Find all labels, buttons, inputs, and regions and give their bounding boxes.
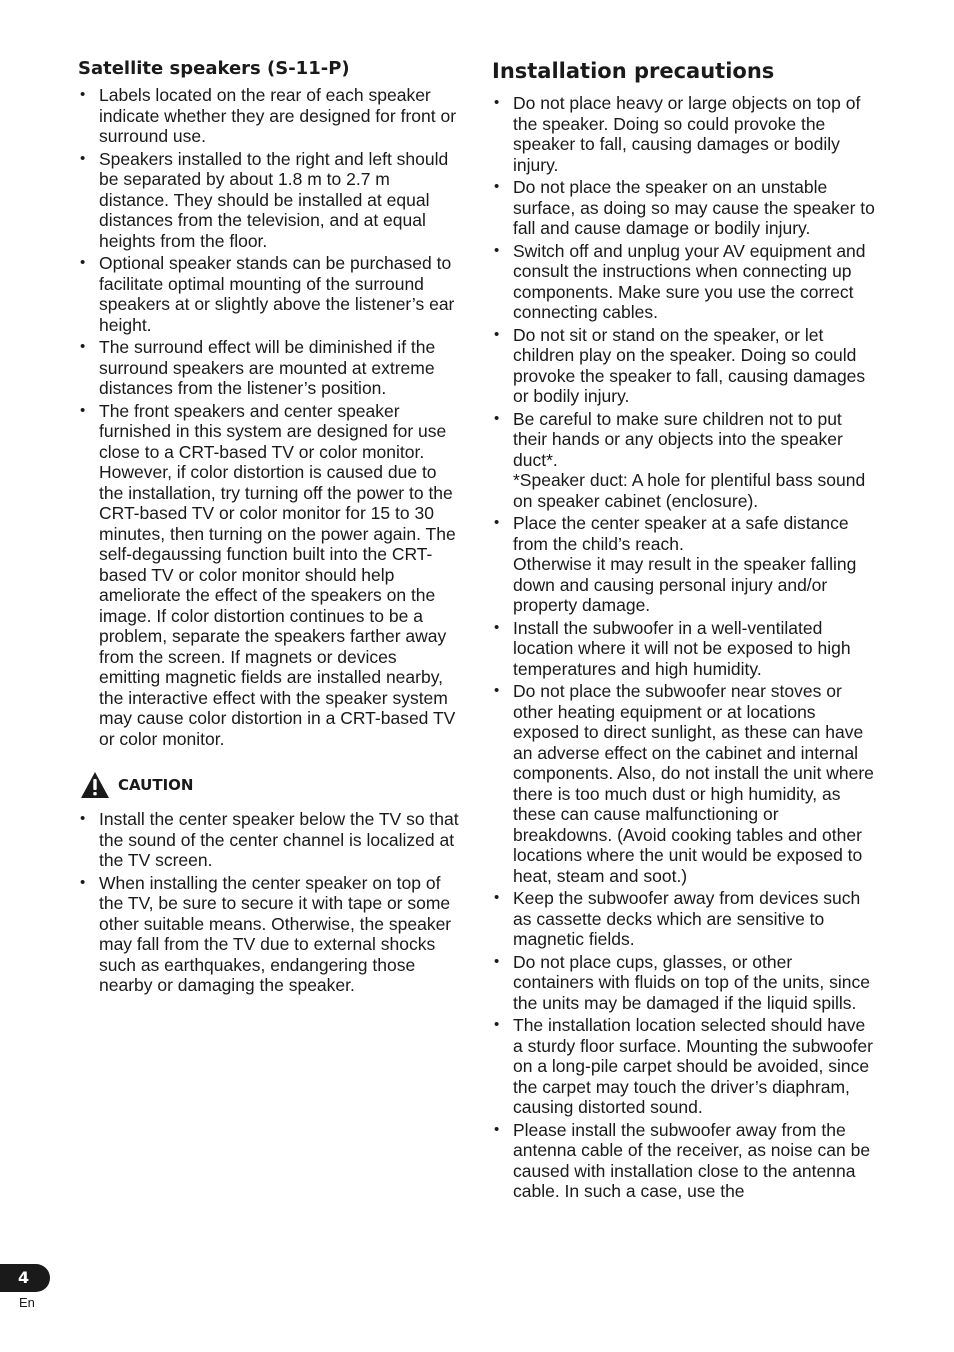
list-item-text: Labels located on the rear of each speaker indicate whether they are designed for front or surround use. — [99, 85, 457, 146]
list-item-text: Do not place heavy or large objects on top of the speaker. Doing so could provoke the speaker to fall, causing damages or bodily injury. — [513, 93, 861, 175]
list-item — [78, 253, 460, 335]
bullet-icon: • — [494, 241, 500, 259]
caution-header — [80, 771, 460, 799]
bullet-icon: • — [494, 1016, 500, 1033]
bullet-icon: • — [494, 94, 500, 111]
bullet-icon: • — [494, 178, 500, 195]
list-item — [492, 325, 876, 407]
list-item-text: Do not place the speaker on an unstable surface, as doing so may cause the speaker to fall and cause damage or bodily injury. — [513, 177, 875, 238]
caution-list — [78, 809, 460, 996]
list-item-text: Switch off and unplug your AV equipment and consult the instructions when connecting up components. Make sure you use the correct connecting cables. — [513, 240, 866, 322]
list-item — [492, 888, 876, 950]
list-item-text: Install the center speaker below the TV so that the sound of the center channel is localized at the TV screen. — [99, 809, 459, 870]
list-item — [492, 93, 876, 175]
list-item — [492, 952, 876, 1014]
bullet-icon: • — [80, 810, 86, 827]
list-item — [492, 177, 876, 239]
list-item-text: Do not place the subwoofer near stoves or other heating equipment or at locations exposed to direct sunlight, as these can have an adverse effect on the cabinet and internal components. Also, do not install the unit where there is too much dust or high humidity, as these can cause malfunctioning or breakdowns. (Avoid cooking tables and other locations where the unit would be exposed to heat, steam and soot.) — [513, 681, 874, 886]
bullet-icon: • — [494, 682, 500, 699]
list-item-text: Do not sit or stand on the speaker, or let children play on the speaker. Doing so could provoke the speaker to fall, causing damages or bodily injury. — [513, 324, 866, 406]
list-item — [492, 1015, 876, 1118]
list-item — [492, 409, 876, 512]
bullet-icon: • — [494, 1120, 500, 1138]
list-item-text: Install the subwoofer in a well-ventilated location where it will not be exposed to high temperatures and high humidity. — [513, 617, 851, 679]
list-item-text: Be careful to make sure children not to put their hands or any objects into the speaker duct*. *Speaker duct: A hole for plentiful bass sound on speaker cabinet (enclosure). — [513, 408, 866, 511]
list-item — [78, 809, 460, 871]
installation-precautions-list — [492, 93, 876, 1202]
bullet-icon: • — [494, 325, 500, 343]
list-item-text: The installation location selected should have a sturdy floor surface. Mounting the subwoofer on a long-pile carpet should be avoided, since the carpet may touch the driver’s diaphram, causing distorted sound. — [513, 1015, 873, 1117]
bullet-icon: • — [494, 409, 500, 427]
bullet-icon: • — [494, 889, 500, 906]
language-code: En — [19, 1295, 35, 1310]
satellite-speakers-heading: Satellite speakers (S-11-P) — [78, 58, 350, 79]
bullet-icon: • — [80, 149, 86, 167]
list-item — [78, 337, 460, 399]
satellite-speakers-list — [78, 85, 460, 749]
list-item — [78, 401, 460, 750]
page-number-tab — [0, 1264, 50, 1292]
bullet-icon: • — [494, 514, 500, 531]
list-item-text: Place the center speaker at a safe distance from the child’s reach. Otherwise it may result in the speaker falling down and causing personal injury and/or property damage. — [513, 513, 857, 615]
list-item-text: When installing the center speaker on top of the TV, be sure to secure it with tape or some other suitable means. Otherwise, the speaker may fall from the TV due to external shocks such as earthquakes, endangering those nearby or damaging the speaker. — [99, 872, 452, 995]
bullet-icon: • — [80, 338, 86, 355]
list-item-text: Optional speaker stands can be purchased to facilitate optimal mounting of the surround speakers at or slightly above the listener’s ear height. — [99, 253, 455, 335]
bullet-icon: • — [494, 618, 500, 636]
bullet-icon: • — [494, 952, 500, 970]
list-item — [78, 85, 460, 147]
bullet-icon: • — [80, 401, 86, 419]
bullet-icon: • — [80, 254, 86, 271]
page-number: 4 — [18, 1268, 30, 1287]
list-item-text: The surround effect will be diminished if the surround speakers are mounted at extreme distances from the listener’s position. — [99, 337, 436, 398]
list-item — [492, 513, 876, 616]
installation-precautions-heading: Installation precautions — [492, 59, 775, 83]
left-column — [78, 56, 460, 998]
caution-label: CAUTION — [118, 776, 194, 794]
list-item-text: Keep the subwoofer away from devices such as cassette decks which are sensitive to magnetic fields. — [513, 888, 861, 949]
bullet-icon: • — [80, 873, 86, 891]
warning-triangle-icon — [80, 771, 110, 799]
list-item-text: Please install the subwoofer away from the antenna cable of the receiver, as noise can be caused with installation close to the antenna cable. In such a case, use the — [513, 1119, 871, 1201]
list-item — [78, 149, 460, 252]
bullet-icon: • — [80, 86, 86, 103]
list-item — [78, 873, 460, 996]
list-item — [492, 618, 876, 680]
list-item — [492, 1120, 876, 1202]
list-item — [492, 241, 876, 323]
right-column — [492, 56, 876, 1204]
list-item-text: Do not place cups, glasses, or other containers with fluids on top of the units, since the units may be damaged if the liquid spills. — [513, 951, 871, 1013]
list-item-text: The front speakers and center speaker furnished in this system are designed for use close to a CRT-based TV or color monitor. However, if color distortion is caused due to the installation, try turning off the power to the CRT-based TV or color monitor for 15 to 30 minutes, then turning on the power again. The self-degaussing function built into the CRT-based TV or color monitor should help ameliorate the effect of the speakers on the image. If color distortion continues to be a problem, separate the speakers farther away from the screen. If magnets or devices emitting magnetic fields are installed nearby, the interactive effect with the speaker system may cause color distortion in a CRT-based TV or color monitor. — [99, 400, 456, 749]
list-item-text: Speakers installed to the right and left should be separated by about 1.8 m to 2.7 m distance. They should be installed at equal distances from the television, and at equal heights from the floor. — [99, 148, 449, 251]
list-item — [492, 681, 876, 886]
